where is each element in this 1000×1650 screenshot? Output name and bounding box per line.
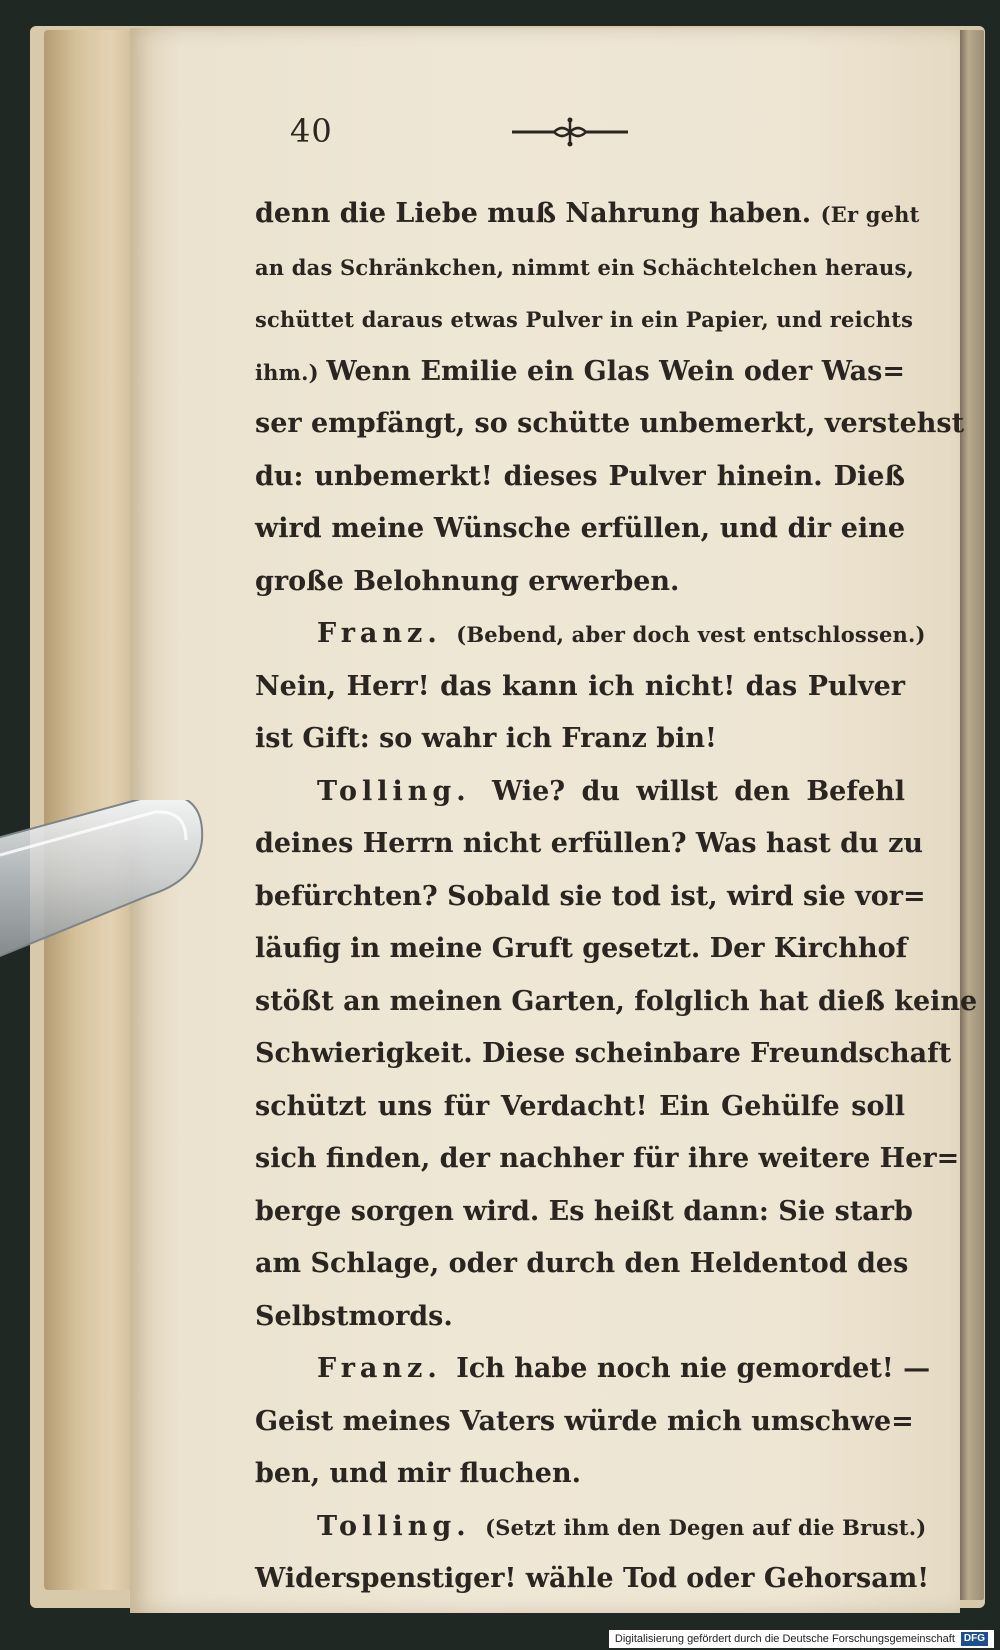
text-line xyxy=(255,1028,952,1081)
credit-text: Digitalisierung gefördert durch die Deutsche Forschungsgemeinschaft xyxy=(614,1633,955,1645)
text-line xyxy=(255,923,908,976)
text-line xyxy=(255,1186,913,1239)
page-number: 40 xyxy=(290,112,333,150)
text-line xyxy=(255,1238,909,1291)
dialogue-text: wird meine Wünsche erfüllen, und dir eine xyxy=(255,513,905,544)
dialogue-text: Wie? du willst den Befehl xyxy=(492,775,905,807)
text-line xyxy=(255,818,924,871)
text-line xyxy=(255,766,905,819)
text-line xyxy=(255,871,926,924)
stage-direction: ihm.) xyxy=(255,359,327,385)
text-line xyxy=(255,503,905,556)
dialogue-text: ist Gift: so wahr ich Franz bin! xyxy=(255,723,717,754)
dialogue-text: du: unbemerkt! dieses Pulver hinein. Dieß xyxy=(255,460,905,492)
text-line xyxy=(255,1343,931,1396)
page-text xyxy=(255,188,978,1606)
stage-direction: an das Schränkchen, nimmt ein Schächtelchen heraus, xyxy=(255,254,915,280)
dialogue-text: ser empfängt, so schütte unbemerkt, verstehst xyxy=(255,408,965,439)
right-page-edges xyxy=(958,30,984,1600)
dfg-logo-icon: DFG xyxy=(961,1632,988,1646)
dialogue-text: Wenn Emilie ein Glas Wein oder Was= xyxy=(326,355,905,387)
dialogue-text: ben, und mir fluchen. xyxy=(255,1458,582,1489)
dialogue-text: berge sorgen wird. Es heißt dann: Sie starb xyxy=(255,1195,913,1227)
text-line xyxy=(255,451,905,504)
speaker-name: Tolling. xyxy=(317,1510,486,1542)
ornament-divider-icon xyxy=(510,115,630,149)
stage-direction: (Setzt ihm den Degen auf die Brust.) xyxy=(485,1514,927,1540)
text-line xyxy=(255,1448,905,1501)
text-line xyxy=(255,241,915,294)
text-line xyxy=(255,188,920,241)
dialogue-text: Geist meines Vaters würde mich umschwe= xyxy=(255,1405,914,1437)
text-line xyxy=(255,1291,905,1344)
text-line xyxy=(255,1396,914,1449)
dialogue-text: stößt an meinen Garten, folglich hat dieß keine xyxy=(255,985,978,1017)
dialogue-text: Schwierigkeit. Diese scheinbare Freundschaft xyxy=(255,1038,952,1069)
text-line xyxy=(255,293,914,346)
speaker-name: Franz. xyxy=(317,618,457,649)
dialogue-text: große Belohnung erwerben. xyxy=(255,565,680,597)
text-line xyxy=(255,1133,960,1186)
text-line xyxy=(255,1081,905,1134)
text-line xyxy=(255,976,978,1029)
page-clamp xyxy=(0,800,215,975)
text-line xyxy=(255,346,905,399)
dialogue-text: Ich habe noch nie gemordet! — xyxy=(456,1353,931,1384)
dialogue-text: Widerspenstiger! wähle Tod oder Gehorsam! xyxy=(255,1563,930,1594)
dialogue-text: Selbstmords. xyxy=(255,1300,453,1332)
text-line xyxy=(255,556,905,609)
dialogue-text: sich finden, der nachher für ihre weitere Her= xyxy=(255,1143,960,1174)
speaker-name: Tolling. xyxy=(317,775,493,807)
dialogue-text: befürchten? Sobald sie tod ist, wird sie vor= xyxy=(255,880,926,912)
text-line xyxy=(255,1553,930,1606)
text-line xyxy=(255,1501,927,1554)
text-line xyxy=(255,713,905,766)
dialogue-text: deines Herrn nicht erfüllen? Was hast du zu xyxy=(255,828,924,859)
dialogue-text: denn die Liebe muß Nahrung haben. xyxy=(255,198,821,229)
dialogue-text: Nein, Herr! das kann ich nicht! das Pulver xyxy=(255,670,905,702)
dialogue-text: läufig in meine Gruft gesetzt. Der Kirchhof xyxy=(255,933,908,964)
text-line xyxy=(255,398,965,451)
stage-direction: (Bebend, aber doch vest entschlossen.) xyxy=(456,622,926,647)
speaker-name: Franz. xyxy=(317,1353,457,1384)
dialogue-text: am Schlage, oder durch den Heldentod des xyxy=(255,1248,909,1279)
text-line xyxy=(255,661,905,714)
stage-direction: (Er geht xyxy=(820,202,920,227)
stage-direction: schüttet daraus etwas Pulver in ein Papier, und reichts xyxy=(255,307,914,332)
dialogue-text: schützt uns für Verdacht! Ein Gehülfe soll xyxy=(255,1090,905,1122)
text-line xyxy=(255,608,926,661)
digitization-credit xyxy=(609,1630,994,1648)
